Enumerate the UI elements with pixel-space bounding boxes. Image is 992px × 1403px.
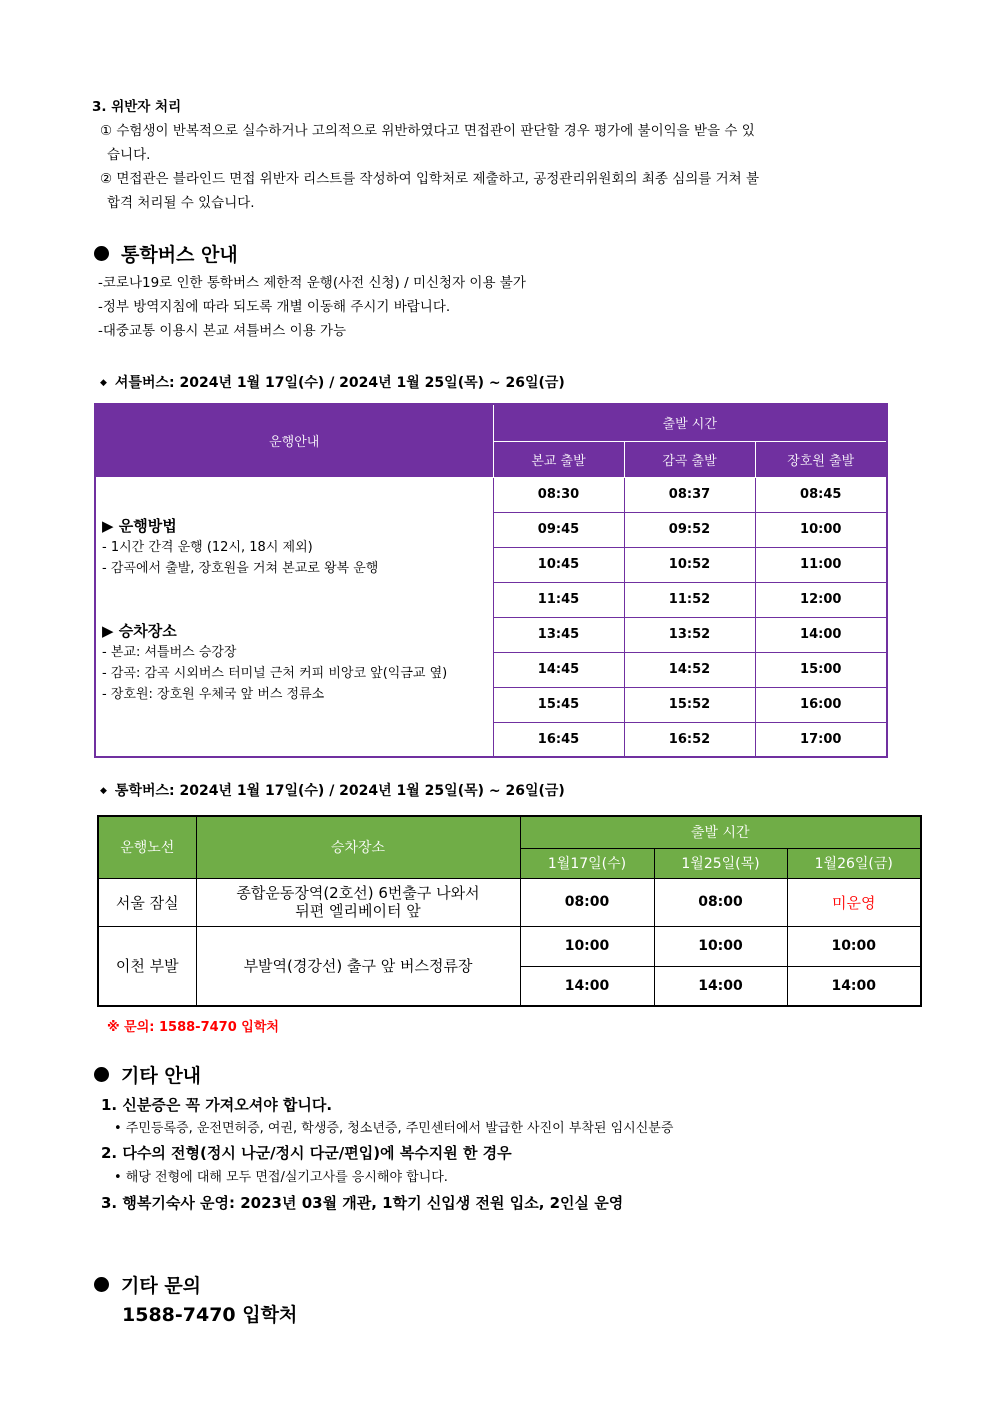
time-cell: 08:00 [520, 878, 654, 926]
table-row [95, 477, 887, 512]
diamond-bullet-icon: ◆ [100, 786, 107, 796]
stop-title: ▶ 승차장소 [102, 621, 177, 640]
shuttle-header-info: 운행안내 [95, 404, 493, 477]
time-cell: 15:52 [624, 687, 755, 722]
stop-seoul [196, 878, 520, 926]
route-seoul: 서울 잠실 [98, 878, 196, 926]
contact-heading [94, 1271, 201, 1298]
method-line-1: - 1시간 간격 운행 (12시, 18시 제외) [102, 539, 313, 555]
etc-item-3: 3. 행복기숙사 운영: 2023년 03월 개관, 1학기 신입생 전원 입소, 2인실 운영 [101, 1194, 624, 1212]
time-cell: 14:45 [493, 652, 624, 687]
method-title: ▶ 운행방법 [102, 516, 177, 535]
time-cell: 10:00 [787, 926, 921, 966]
inquiry-note: ※ 문의: 1588-7470 입학처 [107, 1020, 279, 1035]
time-cell: 10:00 [654, 926, 787, 966]
time-cell: 16:00 [755, 687, 887, 722]
time-cell: 10:00 [755, 512, 887, 547]
etc-heading [94, 1061, 201, 1088]
shuttle-info-cell [95, 477, 493, 757]
time-cell: 14:00 [755, 617, 887, 652]
table-row [98, 878, 921, 926]
bus-guide-heading [94, 240, 238, 267]
time-cell: 14:00 [787, 966, 921, 1006]
bullet-icon [94, 1067, 109, 1082]
bus-date-3: 1월26일(금) [787, 848, 921, 878]
violation-title: 3. 위반자 처리 [92, 99, 182, 115]
bus-header-route: 운행노선 [98, 816, 196, 878]
time-cell: 14:00 [520, 966, 654, 1006]
route-icheon: 이천 부발 [98, 926, 196, 1006]
bus-date-1: 1월17일(수) [520, 848, 654, 878]
commute-caption [100, 779, 565, 803]
etc-item-2: 2. 다수의 전형(정시 나군/정시 다군/편입)에 복수지원 한 경우 [101, 1144, 512, 1162]
time-cell: 11:00 [755, 547, 887, 582]
violation-item-1-line-2: 습니다. [107, 147, 151, 163]
time-cell: 13:45 [493, 617, 624, 652]
etc-item-2-sub: • 해당 전형에 대해 모두 면접/실기고사를 응시해야 합니다. [114, 1170, 448, 1185]
stop-seoul-line-2: 뒤편 엘리베이터 앞 [295, 902, 421, 920]
time-cell: 08:45 [755, 477, 887, 512]
time-cell: 16:52 [624, 722, 755, 757]
shuttle-caption-text: 셔틀버스: 2024년 1월 17일(수) / 2024년 1월 25일(목) ~ 26일(금) [114, 375, 565, 391]
bullet-icon [94, 1277, 109, 1292]
shuttle-col-gamgok: 감곡 출발 [624, 441, 755, 477]
bus-guide-note-3: -대중교통 이용시 본교 셔틀버스 이용 가능 [98, 323, 347, 339]
time-cell: 09:52 [624, 512, 755, 547]
time-cell: 08:37 [624, 477, 755, 512]
stop-seoul-line-1: 종합운동장역(2호선) 6번출구 나와서 [236, 884, 480, 902]
shuttle-caption [100, 371, 565, 395]
time-cell: 16:45 [493, 722, 624, 757]
method-line-2: - 감곡에서 출발, 장호원을 거쳐 본교로 왕복 운행 [102, 560, 379, 576]
contact-title: 기타 문의 [121, 1275, 202, 1297]
stop-line-1: - 본교: 셔틀버스 승강장 [102, 644, 237, 660]
time-cell: 11:45 [493, 582, 624, 617]
time-cell: 11:52 [624, 582, 755, 617]
shuttle-table [94, 403, 888, 758]
table-row [98, 926, 921, 966]
shuttle-col-main: 본교 출발 [493, 441, 624, 477]
bus-header-stop: 승차장소 [196, 816, 520, 878]
time-cell: 15:45 [493, 687, 624, 722]
bus-date-2: 1월25일(목) [654, 848, 787, 878]
stop-icheon: 부발역(경강선) 출구 앞 버스정류장 [196, 926, 520, 1006]
time-cell: 10:45 [493, 547, 624, 582]
time-cell: 09:45 [493, 512, 624, 547]
violation-item-2-line-1: ② 면접관은 블라인드 면접 위반자 리스트를 작성하여 입학처로 제출하고, 공정관리위원회의 최종 심의를 거쳐 불 [100, 171, 760, 187]
stop-line-3: - 장호원: 장호원 우체국 앞 버스 정류소 [102, 686, 325, 702]
time-cell: 13:52 [624, 617, 755, 652]
time-cell: 10:00 [520, 926, 654, 966]
time-cell: 17:00 [755, 722, 887, 757]
shuttle-col-janghowon: 장호원 출발 [755, 441, 887, 477]
violation-item-2-line-2: 합격 처리될 수 있습니다. [107, 195, 255, 211]
diamond-bullet-icon: ◆ [100, 378, 107, 388]
bullet-icon [94, 246, 109, 261]
contact-value: 1588-7470 입학처 [122, 1304, 298, 1326]
time-cell: 10:52 [624, 547, 755, 582]
bus-guide-title: 통학버스 안내 [121, 244, 238, 266]
time-cell: 15:00 [755, 652, 887, 687]
bus-guide-note-2: -정부 방역지침에 따라 되도록 개별 이동해 주시기 바랍니다. [98, 299, 451, 315]
bus-header-depart: 출발 시간 [520, 816, 921, 848]
etc-item-1: 1. 신분증은 꼭 가져오셔야 합니다. [101, 1096, 333, 1114]
time-cell: 08:30 [493, 477, 624, 512]
commute-bus-table [97, 815, 922, 1007]
violation-item-1-line-1: ① 수험생이 반복적으로 실수하거나 고의적으로 위반하였다고 면접관이 판단할 경우 평가에 불이익을 받을 수 있 [100, 123, 755, 139]
time-cell: 12:00 [755, 582, 887, 617]
bus-guide-note-1: -코로나19로 인한 통학버스 제한적 운행(사전 신청) / 미신청자 이용 불가 [98, 275, 526, 291]
time-cell: 08:00 [654, 878, 787, 926]
not-operating-cell: 미운영 [787, 878, 921, 926]
stop-line-2: - 감곡: 감곡 시외버스 터미널 근처 커피 비앙코 앞(익금교 옆) [102, 665, 448, 681]
commute-caption-text: 통학버스: 2024년 1월 17일(수) / 2024년 1월 25일(목) ~ 26일(금) [114, 783, 565, 799]
etc-item-1-sub: • 주민등록증, 운전면허증, 여권, 학생증, 청소년증, 주민센터에서 발급한 사진이 부착된 임시신분증 [114, 1121, 674, 1136]
shuttle-header-depart: 출발 시간 [493, 404, 887, 441]
etc-title: 기타 안내 [121, 1065, 202, 1087]
time-cell: 14:00 [654, 966, 787, 1006]
time-cell: 14:52 [624, 652, 755, 687]
